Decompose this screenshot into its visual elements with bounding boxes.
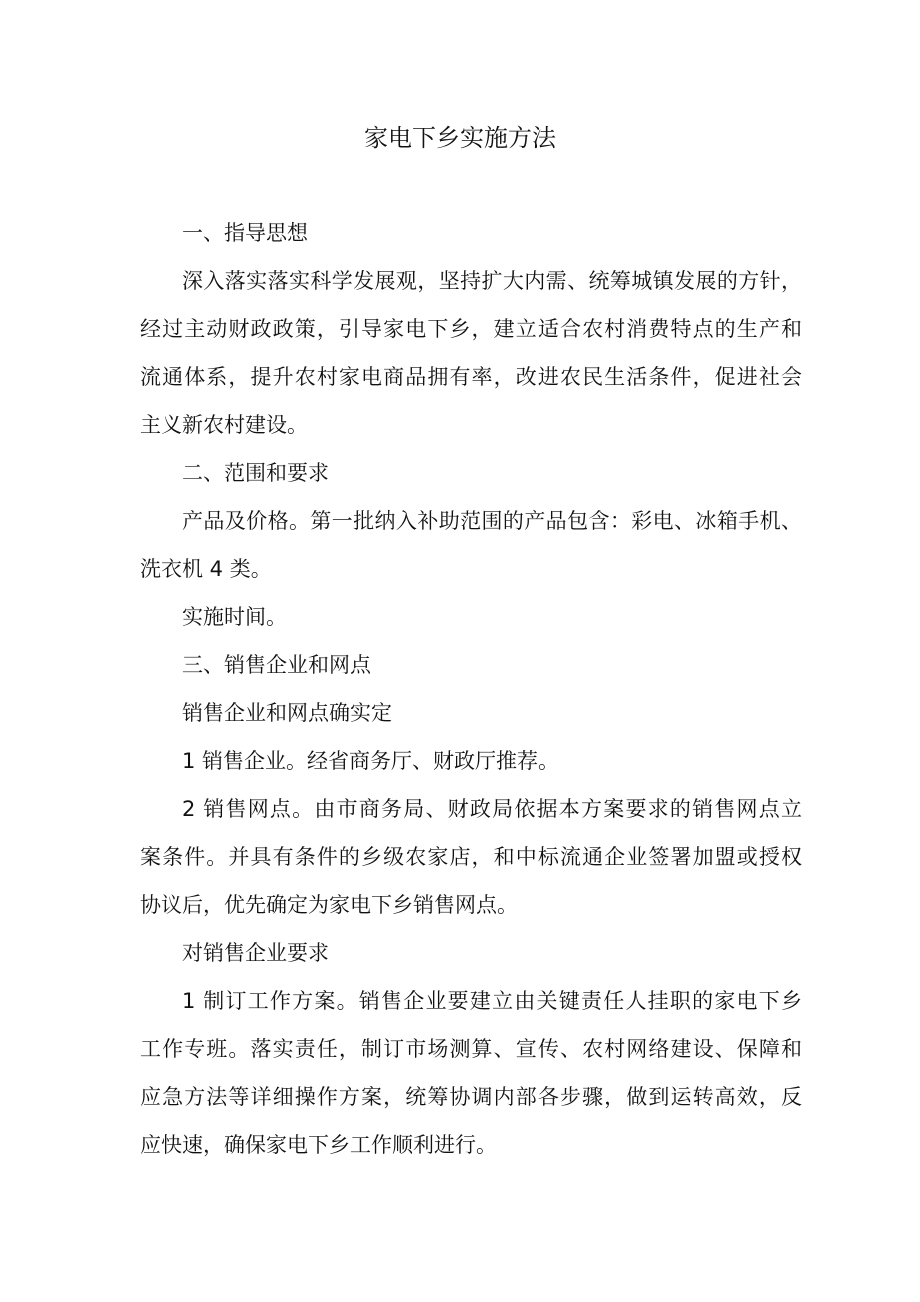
paragraph xyxy=(140,257,802,449)
document-body xyxy=(140,209,802,1169)
paragraph-line: 经过主动财政政策，引导家电下乡，建立适合农村消费特点的生产和 xyxy=(140,317,802,341)
paragraph xyxy=(140,689,802,737)
paragraph xyxy=(140,737,802,785)
paragraph xyxy=(140,497,802,593)
paragraph-line: 实施时间。 xyxy=(182,605,287,629)
paragraph xyxy=(140,929,802,977)
paragraph-line: 二、范围和要求 xyxy=(182,461,329,485)
paragraph xyxy=(140,641,802,689)
paragraph-line: 一、指导思想 xyxy=(182,221,308,245)
paragraph-line: 对销售企业要求 xyxy=(182,941,329,965)
paragraph-line: 应快速，确保家电下乡工作顺利进行。 xyxy=(140,1133,497,1157)
document-title: 家电下乡实施方法 xyxy=(364,124,556,152)
paragraph-line: 2 销售网点。由市商务局、财政局依据本方案要求的销售网点立 xyxy=(182,797,802,821)
paragraph-line: 深入落实落实科学发展观，坚持扩大内需、统筹城镇发展的方针， xyxy=(182,269,802,293)
paragraph-line: 1 制订工作方案。销售企业要建立由关键责任人挂职的家电下乡 xyxy=(182,989,802,1013)
paragraph-line: 三、销售企业和网点 xyxy=(182,653,371,677)
paragraph-line: 主义新农村建设。 xyxy=(140,413,308,437)
paragraph-line: 产品及价格。第一批纳入补助范围的产品包含：彩电、冰箱手机、 xyxy=(182,509,802,533)
paragraph xyxy=(140,785,802,929)
paragraph-line: 案条件。并具有条件的乡级农家店，和中标流通企业签署加盟或授权 xyxy=(140,845,802,869)
paragraph-line: 洗衣机 4 类。 xyxy=(140,557,272,581)
paragraph-line: 1 销售企业。经省商务厅、财政厅推荐。 xyxy=(182,749,560,773)
paragraph xyxy=(140,977,802,1169)
paragraph xyxy=(140,593,802,641)
paragraph-line: 销售企业和网点确实定 xyxy=(182,701,392,725)
paragraph xyxy=(140,449,802,497)
paragraph-line: 应急方法等详细操作方案，统筹协调内部各步骤，做到运转高效，反 xyxy=(140,1085,802,1109)
paragraph xyxy=(140,209,802,257)
paragraph-line: 工作专班。落实责任，制订市场测算、宣传、农村网络建设、保障和 xyxy=(140,1037,802,1061)
paragraph-line: 流通体系，提升农村家电商品拥有率，改进农民生活条件，促进社会 xyxy=(140,365,802,389)
paragraph-line: 协议后，优先确定为家电下乡销售网点。 xyxy=(140,893,518,917)
